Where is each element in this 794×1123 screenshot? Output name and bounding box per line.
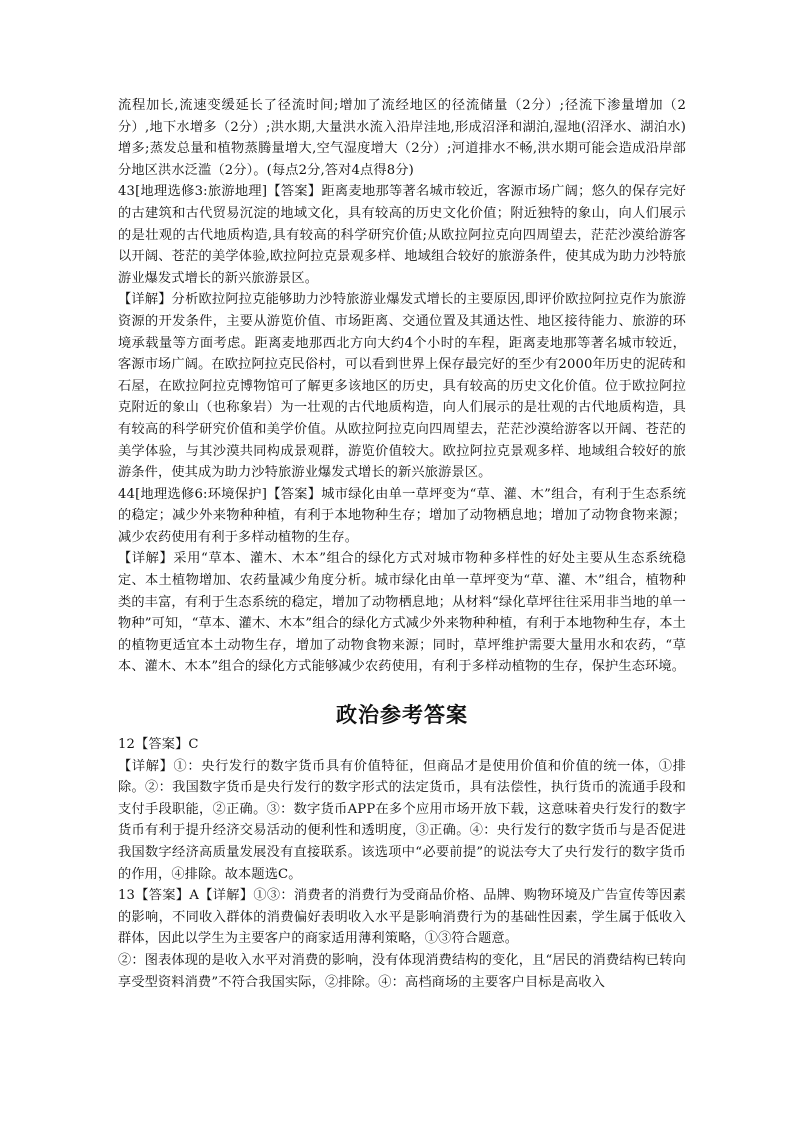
geo-q43-detail: 【详解】分析欧拉阿拉克能够助力沙特旅游业爆发式增长的主要原因,即评价欧拉阿拉克作为旅游资源的开发条件，主要从游览价值、市场距离、交通位置及其通达性、地区接待能力、旅游的环境承载量等方面考虑。距离麦地那西北方向大约4个小时的车程，距离麦地那等著名城市较近，客源市场广阔。在欧拉阿拉克民俗村，可以看到世界上保存最完好的至少有2000年历史的泥砖和石屋，在欧拉阿拉克博物馆可了解更多该地区的历史，具有较高的历史文化价值。位于欧拉阿拉克附近的象山（也称象岩）为一壮观的古代地质构造，向人们展示的是壮观的古代地质构造，具有较高的科学研究价值和美学价值。从欧拉阿拉克向四周望去，茫茫沙漠给游客以开阔、苍茫的美学体验，与其沙漠共同构成景观群，游览价值较大。欧拉阿拉克景观多样、地域组合较好的旅游条件，使其成为助力沙特旅游业爆发式增长的新兴旅游景区。 [118, 292, 686, 481]
politics-section-title: 政治参考答案 [336, 703, 468, 728]
geo-q44-answer: 44[地理选修6:环境保护]【答案】城市绿化由单一草坪变为“草、灌、木”组合，有利于生态系统的稳定；减少外来物种种植，有利于本地物种生存；增加了动物栖息地；增加了动物食物来源；减少农药使用有利于多样动植物的生存。 [118, 486, 686, 545]
document-body [118, 95, 686, 993]
geo-q44-detail: 【详解】采用“草本、灌木、木本”组合的绿化方式对城市物种多样性的好处主要从生态系统稳定、本土植物增加、农药量减少角度分析。城市绿化由单一草坪变为“草、灌、木”组合，植物种类的丰富，有利于生态系统的稳定，增加了动物栖息地；从材料“绿化草坪往往采用非当地的单一物种”可知，“草本、灌木、木本”组合的绿化方式减少外来物种种植，有利于本地物种生存，本土的植物更适宜本土动物生存，增加了动物食物来源；同时，草坪维护需要大量用水和农药，“草本、灌木、木本”组合的绿化方式能够减少农药使用，有利于多样动植物的生存，保护生态环境。 [118, 551, 686, 675]
politics-q13-answer: 13【答案】A【详解】①③：消费者的消费行为受商品价格、品牌、购物环境及广告宣传等因素的影响，不同收入群体的消费偏好表明收入水平是影响消费行为的基础性因素，学生属于低收入群体，因此以学生为主要客户的商家适用薄利策略，①③符合题意。 [118, 888, 686, 947]
politics-q12-answer: 12【答案】C [118, 737, 199, 753]
politics-q13-detail: ②：图表体现的是收入水平对消费的影响，没有体现消费结构的变化，且“居民的消费结构已转向享受型资料消费”不符合我国实际，②排除。④：高档商场的主要客户目标是高收入 [118, 952, 686, 990]
geo-answer-continuation: 流程加长,流速变缓延长了径流时间;增加了流经地区的径流储量（2分）;径流下渗量增加（2分）,地下水增多（2分）;洪水期,大量洪水流入沿岸洼地,形成沼泽和湖泊,湿地(沼泽水、湖泊水)增多;蒸发总量和植物蒸腾量增大,空气湿度增大（2分）;河道排水不畅,洪水期可能会造成沿岸部分地区洪水泛滥（2分）。(每点2分,答对4点得8分) [118, 98, 686, 178]
geo-q43-answer: 43[地理选修3:旅游地理]【答案】距离麦地那等著名城市较近，客源市场广阔；悠久的保存完好的古建筑和古代贸易沉淀的地域文化，具有较高的历史文化价值；附近独特的象山，向人们展示的是壮观的古代地质构造,具有较高的科学研究价值;从欧拉阿拉克向四周望去，茫茫沙漠给游客以开阔、苍茫的美学体验,欧拉阿拉克景观多样、地域组合较好的旅游条件，使其成为助力沙特旅游业爆发式增长的新兴旅游景区。 [118, 184, 686, 286]
politics-q12-detail: 【详解】①：央行发行的数字货币具有价值特征，但商品才是使用价值和价值的统一体，①排除。②：我国数字货币是央行发行的数字形式的法定货币，具有法偿性，执行货币的流通手段和支付手段职能，②正确。③：数字货币APP在多个应用市场开放下载，这意味着央行发行的数字货币有利于提升经济交易活动的便利性和透明度，③正确。④：央行发行的数字货币与是否促进我国数字经济高质量发展没有直接联系。该选项中“必要前提”的说法夸大了央行发行的数字货币的作用，④排除。故本题选C。 [118, 758, 686, 882]
